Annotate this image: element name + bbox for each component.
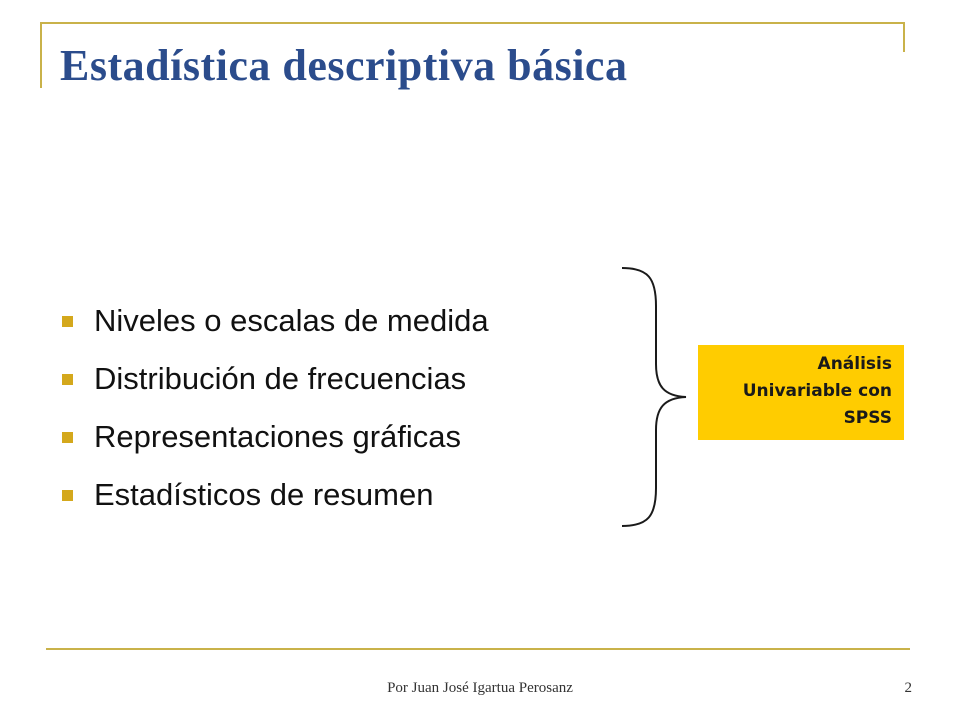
- bullet-text: Distribución de frecuencias: [94, 361, 467, 396]
- slide-title: Estadística descriptiva básica: [60, 41, 628, 90]
- bullet-text: Niveles o escalas de medida: [94, 303, 489, 338]
- top-right-tick: [903, 22, 905, 52]
- callout-line: Univariable con: [742, 381, 892, 401]
- bullet-list: [62, 292, 489, 524]
- footer-author: Por Juan José Igartua Perosanz: [387, 680, 573, 696]
- callout-line: SPSS: [843, 408, 892, 428]
- callout-box: [698, 345, 904, 440]
- bullet-text: Estadísticos de resumen: [94, 477, 434, 512]
- bullet-item: [62, 292, 489, 350]
- curly-brace-icon: [620, 266, 690, 528]
- square-bullet-icon: [62, 316, 73, 327]
- square-bullet-icon: [62, 432, 73, 443]
- left-rule: [40, 22, 42, 88]
- footer-rule: [46, 648, 910, 650]
- page-number: 2: [904, 680, 912, 696]
- square-bullet-icon: [62, 490, 73, 501]
- square-bullet-icon: [62, 374, 73, 385]
- bullet-text: Representaciones gráficas: [94, 419, 462, 454]
- bullet-item: [62, 350, 489, 408]
- bullet-item: [62, 408, 489, 466]
- callout-line: Análisis: [817, 354, 892, 374]
- bullet-item: [62, 466, 489, 524]
- top-rule: [40, 22, 904, 24]
